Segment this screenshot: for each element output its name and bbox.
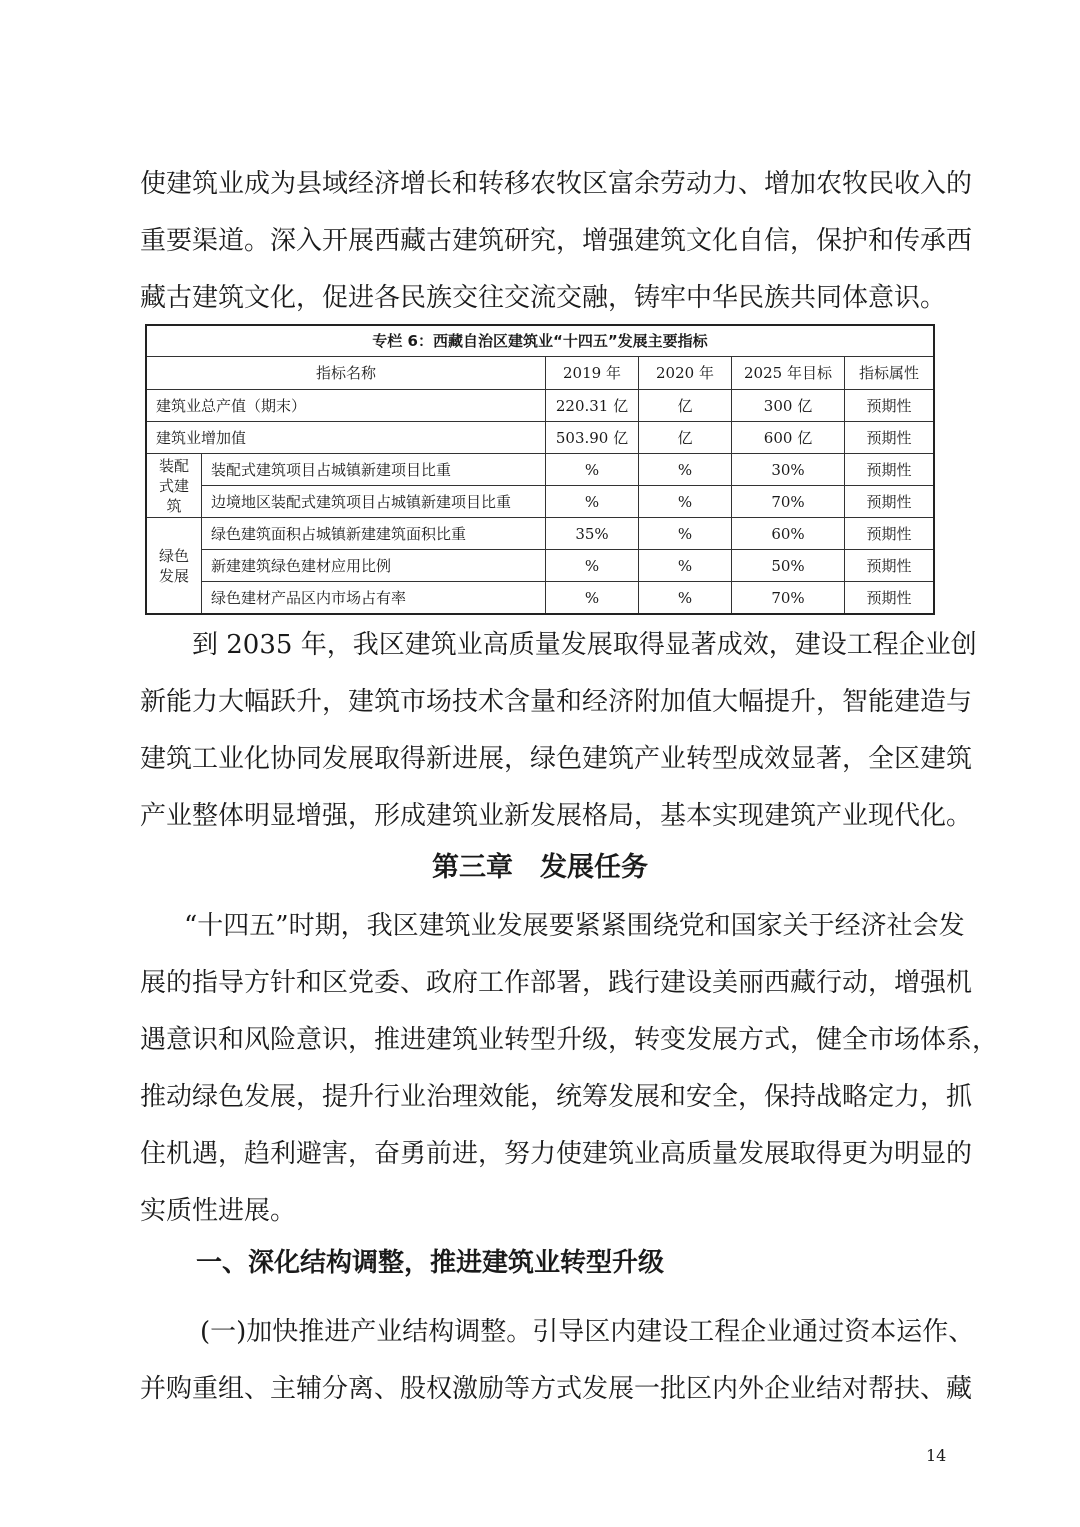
group-label-prefab: [146, 454, 202, 518]
header-indicator-name: 指标名称: [146, 357, 546, 390]
cell-2019: %: [546, 582, 639, 615]
table-row: [146, 550, 934, 582]
row-name: 新建建筑绿色建材应用比例: [202, 550, 546, 582]
chapter-title: 第三章 发展任务: [432, 852, 648, 883]
group-label-line: 筑: [166, 496, 182, 515]
cell-2020: %: [639, 518, 732, 550]
table-row: [146, 422, 934, 454]
paragraph-industry-structure: [140, 1304, 975, 1418]
group-label-line: 式建: [158, 476, 189, 495]
text-line: 推动绿色发展，提升行业治理效能，统筹发展和安全，保持战略定力，抓: [140, 1082, 973, 1112]
cell-2025: 70%: [732, 486, 845, 518]
cell-2020: 亿: [639, 422, 732, 454]
cell-2019: %: [546, 454, 639, 486]
cell-2025: 600 亿: [732, 422, 845, 454]
paragraph-tasks: [140, 898, 999, 1240]
group-label-line: 绿色: [158, 546, 189, 565]
group-label-line: 发展: [158, 566, 189, 585]
text-line: 住机遇，趋利避害，奋勇前进，努力使建筑业高质量发展取得更为明显的: [140, 1139, 973, 1169]
text-line: 实质性进展。: [140, 1196, 297, 1226]
paragraph-intro: [140, 156, 973, 327]
cell-attribute: 预期性: [845, 422, 935, 454]
cell-2019: 35%: [546, 518, 639, 550]
text-line: 新能力大幅跃升，建筑市场技术含量和经济附加值大幅提升，智能建造与: [140, 687, 973, 717]
page-number: 14: [926, 1446, 947, 1465]
group-label-line: 装配: [158, 456, 189, 475]
cell-2020: %: [639, 582, 732, 615]
cell-2025: 30%: [732, 454, 845, 486]
group-label-green: [146, 518, 202, 615]
text-line: 重要渠道。深入开展西藏古建筑研究，增强建筑文化自信，保护和传承西: [140, 226, 973, 256]
text-line: (一)加快推进产业结构调整。引导区内建设工程企业通过资本运作、: [200, 1317, 975, 1347]
text-line: 并购重组、主辅分离、股权激励等方式发展一批区内外企业结对帮扶、藏: [140, 1374, 973, 1404]
cell-2025: 50%: [732, 550, 845, 582]
text-line: 产业整体明显增强，形成建筑业新发展格局，基本实现建筑产业现代化。: [140, 801, 973, 831]
text-line: 到 2035 年，我区建筑业高质量发展取得显著成效，建设工程企业创: [192, 630, 977, 660]
cell-2019: 503.90 亿: [546, 422, 639, 454]
row-name: 建筑业总产值（期末）: [146, 390, 546, 422]
header-attribute: 指标属性: [845, 357, 935, 390]
section-heading: 一、深化结构调整，推进建筑业转型升级: [196, 1248, 665, 1278]
header-2019: 2019 年: [546, 357, 639, 390]
row-name: 建筑业增加值: [146, 422, 546, 454]
header-2020: 2020 年: [639, 357, 732, 390]
text-line: 建筑工业化协同发展取得新进展，绿色建筑产业转型成效显著，全区建筑: [140, 744, 973, 774]
cell-2020: %: [639, 550, 732, 582]
row-name: 绿色建材产品区内市场占有率: [202, 582, 546, 615]
cell-2019: %: [546, 486, 639, 518]
indicator-table: [145, 324, 935, 615]
cell-attribute: 预期性: [845, 582, 935, 615]
paragraph-2035-goals: [140, 617, 977, 845]
cell-2025: 300 亿: [732, 390, 845, 422]
cell-attribute: 预期性: [845, 454, 935, 486]
cell-2019: %: [546, 550, 639, 582]
cell-2020: %: [639, 486, 732, 518]
row-name: 边境地区装配式建筑项目占城镇新建项目比重: [202, 486, 546, 518]
row-name: 绿色建筑面积占城镇新建建筑面积比重: [202, 518, 546, 550]
table-row: [146, 518, 934, 550]
text-line: “十四五”时期，我区建筑业发展要紧紧围绕党和国家关于经济社会发: [184, 911, 965, 941]
text-line: 遇意识和风险意识，推进建筑业转型升级，转变发展方式，健全市场体系，: [140, 1025, 999, 1055]
row-name: 装配式建筑项目占城镇新建项目比重: [202, 454, 546, 486]
cell-attribute: 预期性: [845, 518, 935, 550]
text-line: 藏古建筑文化，促进各民族交往交流交融，铸牢中华民族共同体意识。: [140, 283, 947, 313]
text-line: 展的指导方针和区党委、政府工作部署，践行建设美丽西藏行动，增强机: [140, 968, 973, 998]
table-row: [146, 486, 934, 518]
cell-2020: 亿: [639, 390, 732, 422]
text-line: 使建筑业成为县域经济增长和转移农牧区富余劳动力、增加农牧民收入的: [140, 169, 973, 199]
cell-2025: 70%: [732, 582, 845, 615]
cell-2019: 220.31 亿: [546, 390, 639, 422]
header-2025-target: 2025 年目标: [732, 357, 845, 390]
table-row: [146, 454, 934, 486]
table-caption: 专栏 6：西藏自治区建筑业“十四五”发展主要指标: [146, 325, 934, 357]
cell-attribute: 预期性: [845, 550, 935, 582]
cell-2020: %: [639, 454, 732, 486]
cell-attribute: 预期性: [845, 390, 935, 422]
table-header-row: [146, 357, 934, 390]
table-row: [146, 390, 934, 422]
cell-2025: 60%: [732, 518, 845, 550]
cell-attribute: 预期性: [845, 486, 935, 518]
table-row: [146, 582, 934, 615]
